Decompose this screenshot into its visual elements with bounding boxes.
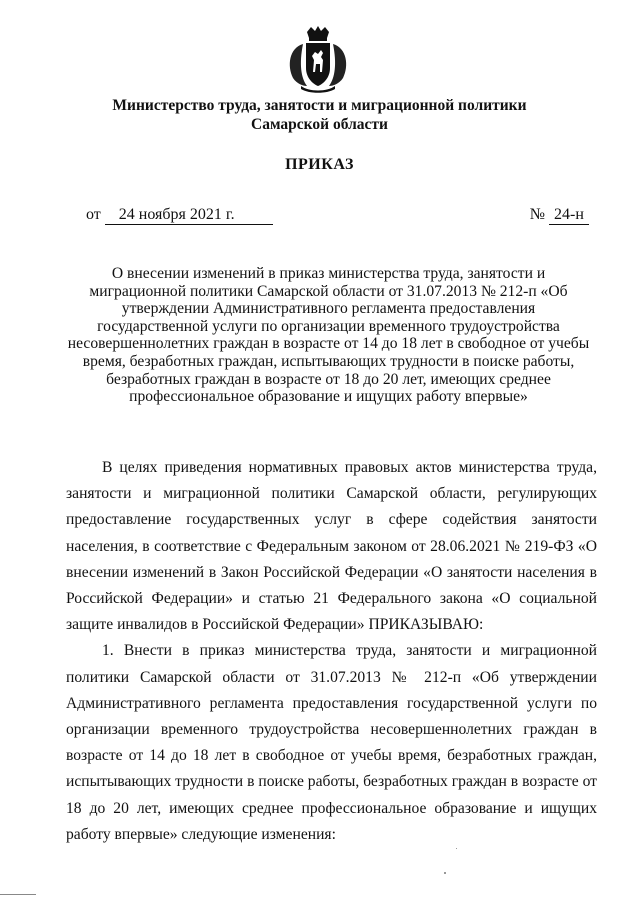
date-value: 24 ноября 2021 г. <box>105 206 273 225</box>
ministry-line-2: Самарской области <box>251 116 388 133</box>
date-prefix: от <box>86 206 101 223</box>
body-paragraph-item-1: 1. Внести в приказ министерства труда, занятости и миграционной политики Самарской области от 31.07.2013 № 212-п «Об утверждении Административного регламента предоставления государственной услуги по организации временного трудоустройства несовершеннолетних граждан в возрасте от 14 до 18 лет в свободное от учебы время, безработных граждан, испытывающих трудности в поиске работы, безработных граждан в возрасте от 18 до 20 лет, имеющих среднее профессиональное образование и ищущих работу впервые» следующие изменения: <box>66 642 597 843</box>
ministry-name <box>0 96 639 134</box>
number-value: 24-н <box>549 206 589 225</box>
scan-edge-line <box>0 894 36 895</box>
scan-speck <box>456 848 457 849</box>
order-date-number-row <box>86 206 589 228</box>
order-subject: О внесении изменений в приказ министерства труда, занятости и миграционной политики Самарской области от 31.07.2013 № 212-п «Об утверждении Административного регламента предоставления государственной услуги по организации временного трудоустройства несовершеннолетних граждан в возрасте от 14 до 18 лет в свободное от учебы время, безработных граждан, испытывающих трудности в поиске работы, безработных граждан в возрасте от 18 до 20 лет, имеющих среднее профессиональное образование и ищущих работу впервые» <box>67 265 590 406</box>
ministry-line-1: Министерство труда, занятости и миграционной политики <box>112 97 527 114</box>
document-type-title: ПРИКАЗ <box>285 156 354 173</box>
order-number <box>530 206 589 225</box>
coat-of-arms-icon <box>285 26 351 94</box>
order-date <box>86 206 273 225</box>
number-prefix: № <box>529 206 545 223</box>
scan-speck <box>444 872 446 874</box>
body-paragraph-preamble: В целях приведения нормативных правовых актов министерства труда, занятости и миграционной политики Самарской области, регулирующих предоставление государственных услуг в сфере содействия занятости населения, в соответствие с Федеральным законом от 28.06.2021 № 219-ФЗ «О внесении изменений в Закон Российской Федерации «О занятости населения в Российской Федерации» и статью 21 Федерального закона «О социальной защите инвалидов в Российской Федерации» ПРИКАЗЫВАЮ: <box>66 459 597 634</box>
order-body <box>66 455 597 848</box>
